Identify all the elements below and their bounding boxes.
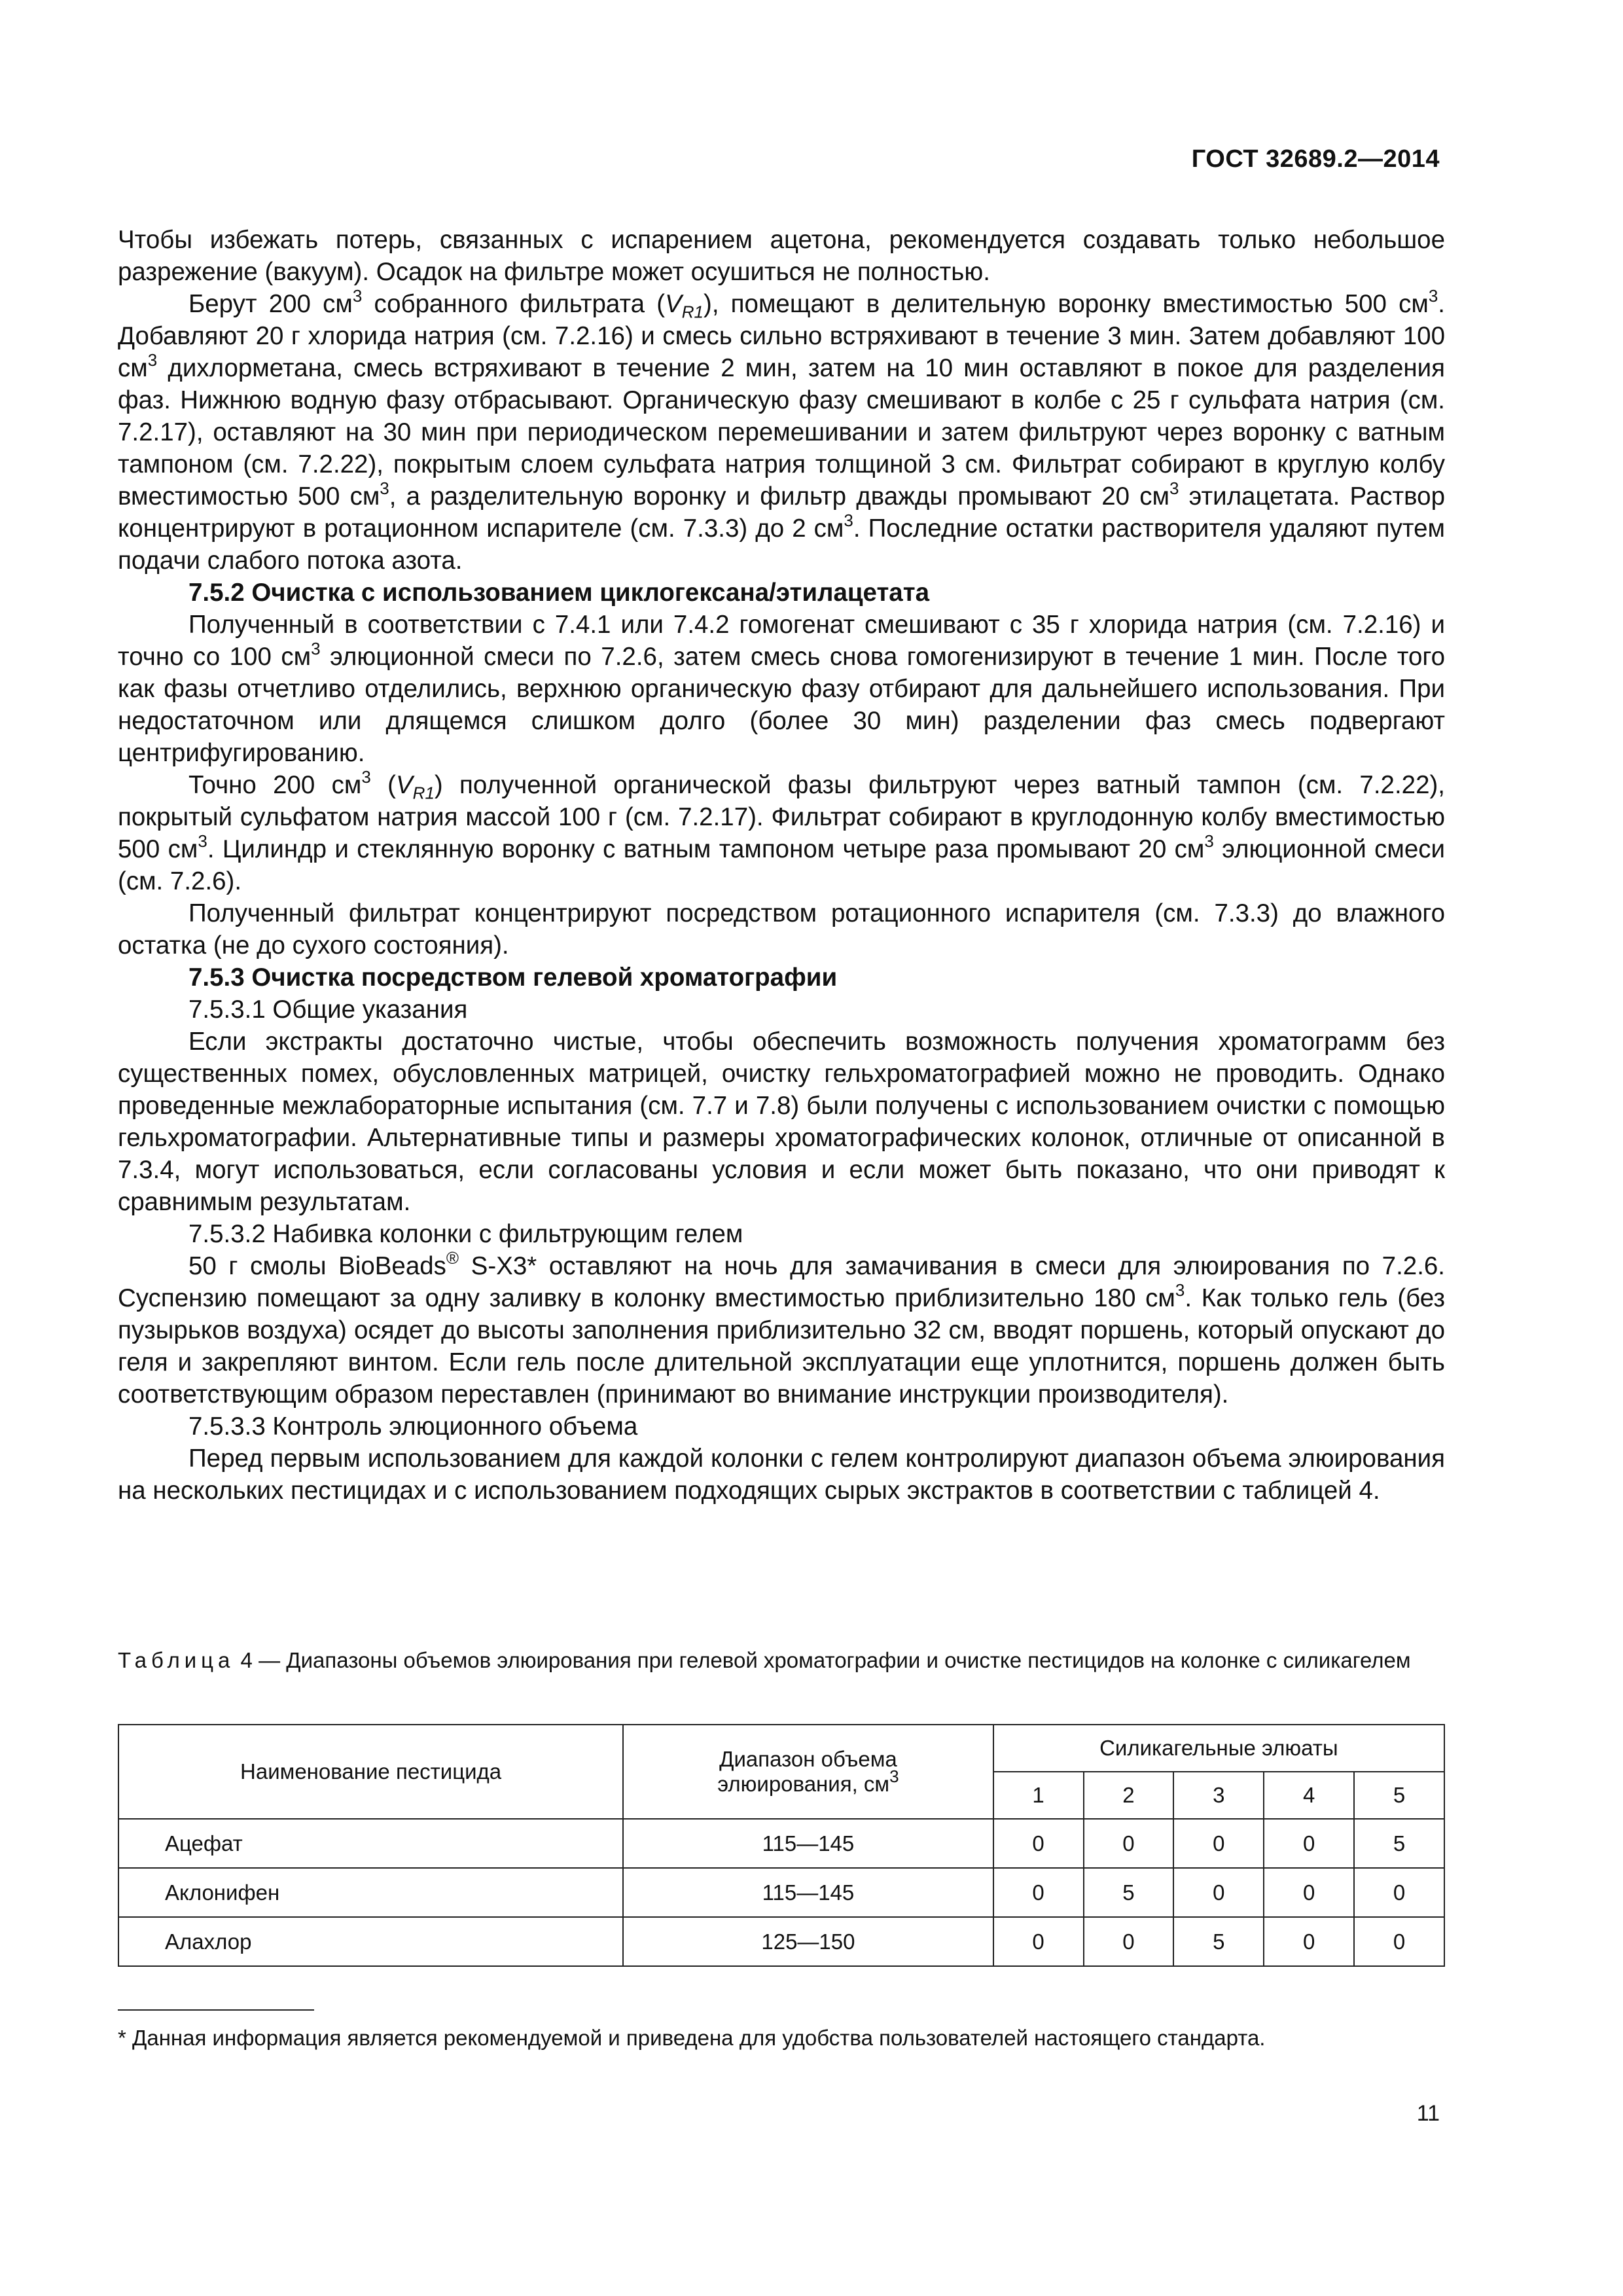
eluate-value: 0 bbox=[1264, 1868, 1354, 1917]
eluate-value: 0 bbox=[1354, 1917, 1444, 1966]
eluate-value: 0 bbox=[1084, 1819, 1174, 1868]
eluate-value: 0 bbox=[1084, 1917, 1174, 1966]
pesticide-name: Ацефат bbox=[118, 1819, 623, 1868]
table-caption: Таблица 4 — Диапазоны объемов элюирования при гелевой хроматографии и очистке пестицидов на колонке с силикагелем bbox=[118, 1648, 1411, 1672]
eluate-value: 0 bbox=[1264, 1917, 1354, 1966]
page-number: 11 bbox=[1416, 2101, 1440, 2126]
eluate-number: 4 bbox=[1264, 1772, 1354, 1819]
footnote: * Данная информация является рекомендуемой и приведена для удобства пользователей настоящего стандарта. bbox=[118, 2026, 1266, 2050]
eluate-value: 0 bbox=[993, 1868, 1084, 1917]
paragraph: Перед первым использованием для каждой колонки с гелем контролируют диапазон объема элюирования на нескольких пестицидах и с использованием подходящих сырых экстрактов в соответствии с таблицей 4. bbox=[118, 1444, 1445, 1505]
eluate-value: 0 bbox=[1354, 1868, 1444, 1917]
eluate-value: 0 bbox=[1173, 1819, 1264, 1868]
pesticide-name: Аклонифен bbox=[118, 1868, 623, 1917]
eluate-value: 0 bbox=[993, 1819, 1084, 1868]
eluate-value: 5 bbox=[1084, 1868, 1174, 1917]
eluate-number: 1 bbox=[993, 1772, 1084, 1819]
table-row bbox=[118, 1868, 1444, 1917]
eluate-value: 0 bbox=[1264, 1819, 1354, 1868]
elution-range: 115—145 bbox=[623, 1819, 993, 1868]
paragraph: Берут 200 $см^3$ собранного фильтрата $(V_{R1})$, помещают в делительную воронку вместимостью 500 $см^3$. Добавляют 20 г хлорида натрия (см. 7.2.16) и смесь сильно встряхивают в течение 3 мин. Затем добавляют 100 $см^3$ дихлорметана, смесь встряхивают в течение 2 мин, затем на 10 мин оставляют в покое для разделения фаз. Нижнюю водную фазу отбрасывают. Органическую фазу смешивают в колбе с 25 г сульфата натрия (см. 7.2.17), оставляют на 30 мин при периодическом перемешивании и затем фильтруют через воронку с ватным тампоном (см. 7.2.22), покрытым слоем сульфата натрия толщиной 3 см. Фильтрат собирают в круглую колбу вместимостью 500 $см^3$, а разделительную воронку и фильтр дважды промывают 20 $см^3$ этилацетата. Раствор концентрируют в ротационном испарителе (см. 7.3.3) до 2 $см^3$. Последние остатки растворителя удаляют путем подачи слабого потока азота. bbox=[118, 286, 1446, 575]
body-text bbox=[118, 224, 1445, 1507]
table-row bbox=[118, 1819, 1444, 1868]
subsection-heading-7-5-3-2: 7.5.3.2 Набивка колонки с фильтрующим гелем bbox=[188, 1220, 743, 1248]
section-heading-7-5-3: 7.5.3 Очистка посредством гелевой хроматографии bbox=[188, 963, 838, 992]
subsection-heading-7-5-3-1: 7.5.3.1 Общие указания bbox=[188, 996, 468, 1024]
elution-range: 115—145 bbox=[623, 1868, 993, 1917]
paragraph: Полученный фильтрат концентрируют посредством ротационного испарителя (см. 7.3.3) до влажного остатка (не до сухого состояния). bbox=[118, 899, 1445, 960]
eluate-value: 5 bbox=[1173, 1917, 1264, 1966]
eluate-number: 3 bbox=[1173, 1772, 1264, 1819]
paragraph: 50 г смолы BioBeads® S-X3* оставляют на ночь для замачивания в смеси для элюирования по 7.2.6. Суспензию помещают за одну заливку в колонку вместимостью приблизительно 180 $см^3$. Как только гель (без пузырьков воздуха) осядет до высоты заполнения приблизительно 32 см, вводят поршень, который опускают до геля и закрепляют винтом. Если гель после длительной эксплуатации еще уплотнится, поршень должен быть соответствующим образом переставлен (принимают во внимание инструкции производителя). bbox=[118, 1248, 1446, 1408]
paragraph: Чтобы избежать потерь, связанных с испарением ацетона, рекомендуется создавать только небольшое разрежение (вакуум). Осадок на фильтре может осушиться не полностью. bbox=[118, 226, 1445, 286]
eluate-value: 5 bbox=[1354, 1819, 1444, 1868]
column-header-silica-eluates: Силикагельные элюаты bbox=[993, 1725, 1444, 1772]
paragraph: Точно 200 $см^3$ $(V_{R1})$ полученной органической фазы фильтруют через ватный тампон (см. 7.2.22), покрытый сульфатом натрия массой 100 г (см. 7.2.17). Фильтрат собирают в круглодонную колбу вместимостью 500 $см^3$. Цилиндр и стеклянную воронку с ватным тампоном четыре раза промывают 20 $см^3$ элюционной смеси (см. 7.2.6). bbox=[118, 767, 1445, 895]
eluate-value: 0 bbox=[1173, 1868, 1264, 1917]
pesticide-table bbox=[118, 1724, 1445, 1967]
eluate-number: 2 bbox=[1084, 1772, 1174, 1819]
eluate-value: 0 bbox=[993, 1917, 1084, 1966]
paragraph: Если экстракты достаточно чистые, чтобы обеспечить возможность получения хроматограмм без существенных помех, обусловленных матрицей, очистку гельхроматографией можно не проводить. Однако проведенные межлабораторные испытания (см. 7.7 и 7.8) были получены с использованием очистки с помощью гельхроматографии. Альтернативные типы и размеры хроматографических колонок, отличные от описанной в 7.3.4, могут использоваться, если согласованы условия и если может быть показано, что они приводят к сравнимым результатам. bbox=[118, 1028, 1445, 1216]
section-heading-7-5-2: 7.5.2 Очистка с использованием циклогексана/этилацетата bbox=[188, 579, 929, 607]
table-row bbox=[118, 1917, 1444, 1966]
footnote-divider bbox=[118, 2009, 314, 2011]
subsection-heading-7-5-3-3: 7.5.3.3 Контроль элюционного объема bbox=[188, 1412, 638, 1441]
elution-range: 125—150 bbox=[623, 1917, 993, 1966]
pesticide-name: Алахлор bbox=[118, 1917, 623, 1966]
column-header-elution-range: Диапазон объема элюирования, $см^3$ bbox=[623, 1725, 993, 1819]
standard-header: ГОСТ 32689.2—2014 bbox=[1191, 145, 1440, 173]
eluate-number: 5 bbox=[1354, 1772, 1444, 1819]
column-header-pesticide: Наименование пестицида bbox=[118, 1725, 623, 1819]
paragraph: Полученный в соответствии с 7.4.1 или 7.4.2 гомогенат смешивают с 35 г хлорида натрия (см. 7.2.16) и точно со 100 $см^3$ элюционной смеси по 7.2.6, затем смесь снова гомогенизируют в течение 1 мин. После того как фазы отчетливо отделились, верхнюю органическую фазу отбирают для дальнейшего использования. При недостаточном или длящемся слишком долго (более 30 мин) разделении фаз смесь подвергают центрифугированию. bbox=[118, 611, 1445, 767]
